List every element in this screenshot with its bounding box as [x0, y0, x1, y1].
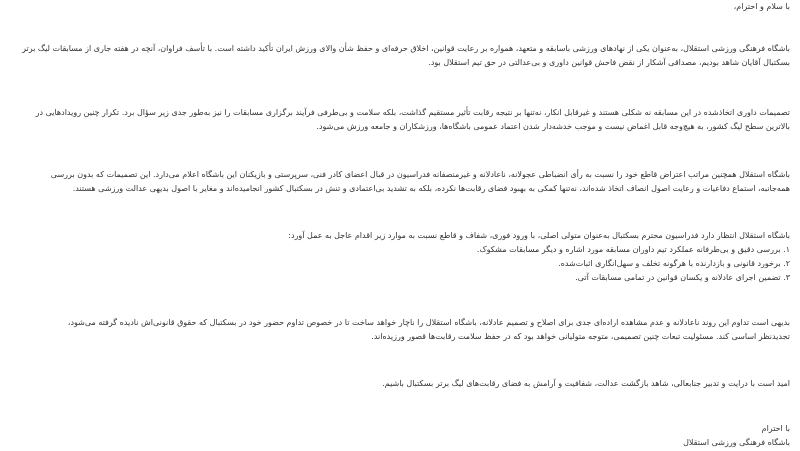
closing-sender: باشگاه فرهنگی ورزشی استقلال	[683, 438, 790, 447]
greeting-paragraph	[734, 0, 790, 14]
paragraph-line: تجدیدنظر اساسی کند. مسئولیت تبعات چنین تصمیمی، متوجه متولیانی خواهد بود که در حفظ سلامت رقابت‌ها قصور ورزیده‌اند.	[371, 332, 790, 341]
greeting-line: با سلام و احترام،	[733, 2, 790, 11]
paragraph-line: باشگاه فرهنگی ورزشی استقلال، به‌عنوان یکی از نهادهای ورزشی باسابقه و متعهد، همواره بر رعایت قوانین، اخلاق حرفه‌ای و حفظ شأن والای ورزش ایران تأکید داشته است. با تأسف فراوان، آنچه در هفته جاری از مسابقات لیگ برتر	[22, 44, 790, 53]
demand-item: ۳. تضمین اجرای عادلانه و یکسان قوانین در تمامی مسابقات آتی.	[575, 273, 790, 282]
demand-item: ۲. برخورد قانونی و بازدارنده با هرگونه تخلف و سهل‌انگاری اثبات‌شده.	[558, 259, 790, 268]
paragraph-warning	[8, 316, 790, 344]
closing-regards: با احترام	[761, 424, 790, 433]
demand-item: ۱. بررسی دقیق و بی‌طرفانه عملکرد تیم داوران مسابقه مورد اشاره و دیگر مسابقات مشکوک.	[476, 245, 790, 254]
paragraph-line: بسکتبال آقایان شاهد بودیم، مصداقی آشکار از نقض فاحش قوانین داوری و بی‌عدالتی در حق تیم استقلال بود.	[428, 58, 790, 67]
paragraph-demands	[8, 229, 790, 285]
paragraph-introduction	[8, 42, 790, 70]
paragraph-line: تصمیمات داوری اتخاذشده در این مسابقه نه شکلی هستند و غیرقابل انکار، نه‌تنها بر نتیجه رقابت تأثیر مستقیم گذاشت، بلکه سلامت و بی‌طرفی فرآیند برگزاری مسابقات را نیز به‌طور جدی زیر سؤال برد. تکرار چنین رویدادهایی در	[35, 108, 790, 117]
paragraph-referee-decisions	[8, 106, 790, 134]
paragraph-hope	[8, 377, 790, 391]
closing-signature	[8, 422, 790, 450]
paragraph-line: بالاترین سطح لیگ کشور، به هیچ‌وجه قابل اغماض نیست و موجب خدشه‌دار شدن اعتماد عمومی باشگاه‌ها، ورزشکاران و جامعه ورزش می‌شود.	[316, 122, 790, 131]
paragraph-line: باشگاه استقلال همچنین مراتب اعتراض قاطع خود را نسبت به رأی انضباطی عجولانه، ناعادلانه و غیرمنصفانه فدراسیون در قبال اعضای کادر فنی، سرپرستی و بازیکنان این باشگاه اعلام می‌دارد. این تصمیمات که بدون بررسی	[50, 170, 790, 179]
paragraph-line: باشگاه استقلال انتظار دارد فدراسیون محترم بسکتبال به‌عنوان متولی اصلی، با ورود فوری، شفاف و قاطع نسبت به موارد زیر اقدام عاجل به عمل آورد:	[288, 231, 790, 240]
paragraph-line: امید است با درایت و تدبیر جنابعالی، شاهد بازگشت عدالت، شفافیت و آرامش به فضای رقابت‌های لیگ برتر بسکتبال باشیم.	[382, 379, 790, 388]
paragraph-line: همه‌جانبه، استماع دفاعیات و رعایت اصول انصاف اتخاذ شده‌اند، نه‌تنها کمکی به بهبود فضای رقابت‌ها نکرده، بلکه به تشدید بی‌اعتمادی و تنش در بسکتبال کشور انجامیده‌اند و مغایر با اصول بدیهی عدالت ورزشی هستند.	[72, 184, 790, 193]
paragraph-disciplinary-protest	[8, 168, 790, 196]
paragraph-line: بدیهی است تداوم این روند ناعادلانه و عدم مشاهده اراده‌ای جدی برای اصلاح و تصمیم عادلانه، باشگاه استقلال را ناچار خواهد ساخت تا در خصوص تداوم حضور خود در بسکتبال که حقوق قانونی‌اش نادیده گرفته می‌شود،	[67, 318, 790, 327]
